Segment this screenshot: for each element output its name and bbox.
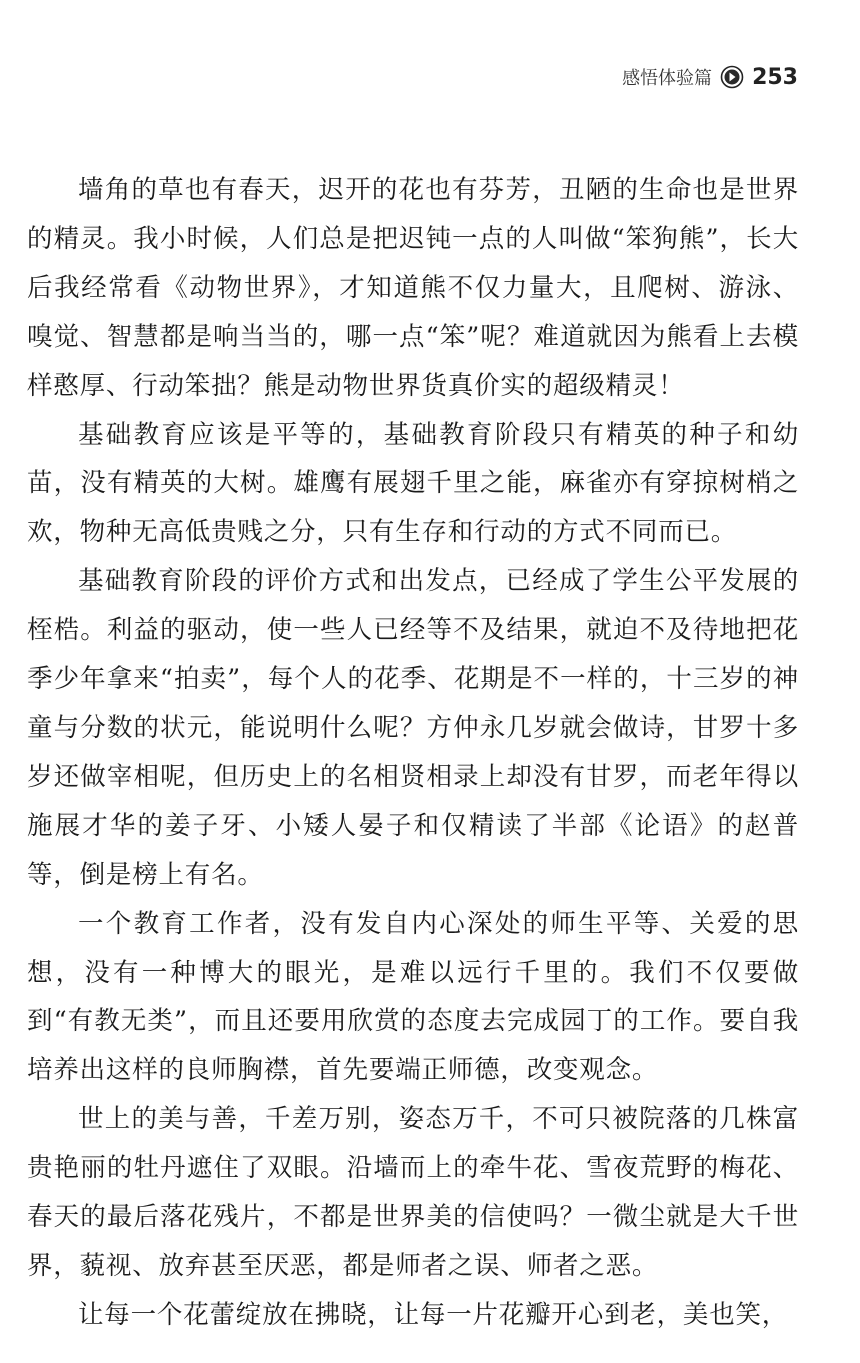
paragraph: 一个教育工作者，没有发自内心深处的师生平等、关爱的思想，没有一种博大的眼光，是难以远行千里的。我们不仅要做到“有教无类”，而且还要用欣赏的态度去完成园丁的工作。要自我培养出这样的良师胸襟，首先要端正师德，改变观念。 — [27, 908, 799, 1086]
paragraph: 基础教育应该是平等的，基础教育阶段只有精英的种子和幼苗，没有精英的大树。雄鹰有展翅千里之能，麻雀亦有穿掠树梢之欢，物种无高低贵贱之分，只有生存和行动的方式不同而已。 — [27, 419, 799, 548]
paragraph: 基础教育阶段的评价方式和出发点，已经成了学生公平发展的桎梏。利益的驱动，使一些人已经等不及结果，就迫不及待地把花季少年拿来“拍卖”，每个人的花季、花期是不一样的，十三岁的神童与分数的状元，能说明什么呢？方仲永几岁就会做诗，甘罗十多岁还做宰相呢，但历史上的名相贤相录上却没有甘罗，而老年得以施展才华的姜子牙、小矮人晏子和仅精读了半部《论语》的赵普等，倒是榜上有名。 — [27, 566, 799, 890]
paragraph: 让每一个花蕾绽放在拂晓，让每一片花瓣开心到老，美也笑， — [78, 1299, 789, 1330]
paragraph: 墙角的草也有春天，迟开的花也有芬芳，丑陋的生命也是世界的精灵。我小时候，人们总是把迟钝一点的人叫做“笨狗熊”，长大后我经常看《动物世界》，才知道熊不仅力量大，且爬树、游泳、嗅觉、智慧都是响当当的，哪一点“笨”呢？难道就因为熊看上去模样憨厚、行动笨拙？熊是动物世界货真价实的超级精灵！ — [27, 175, 799, 401]
page-header — [622, 64, 798, 90]
article-body — [27, 166, 799, 1340]
section-title: 感悟体验篇 — [622, 68, 713, 89]
paragraph: 世上的美与善，千差万别，姿态万千，不可只被院落的几株富贵艳丽的牡丹遮住了双眼。沿墙而上的牵牛花、雪夜荒野的梅花、春天的最后落花残片，不都是世界美的信使吗？一微尘就是大千世界，藐视、放弃甚至厌恶，都是师者之误、师者之恶。 — [27, 1104, 799, 1281]
page-number: 253 — [752, 64, 798, 90]
arrow-circle-icon — [720, 65, 744, 89]
